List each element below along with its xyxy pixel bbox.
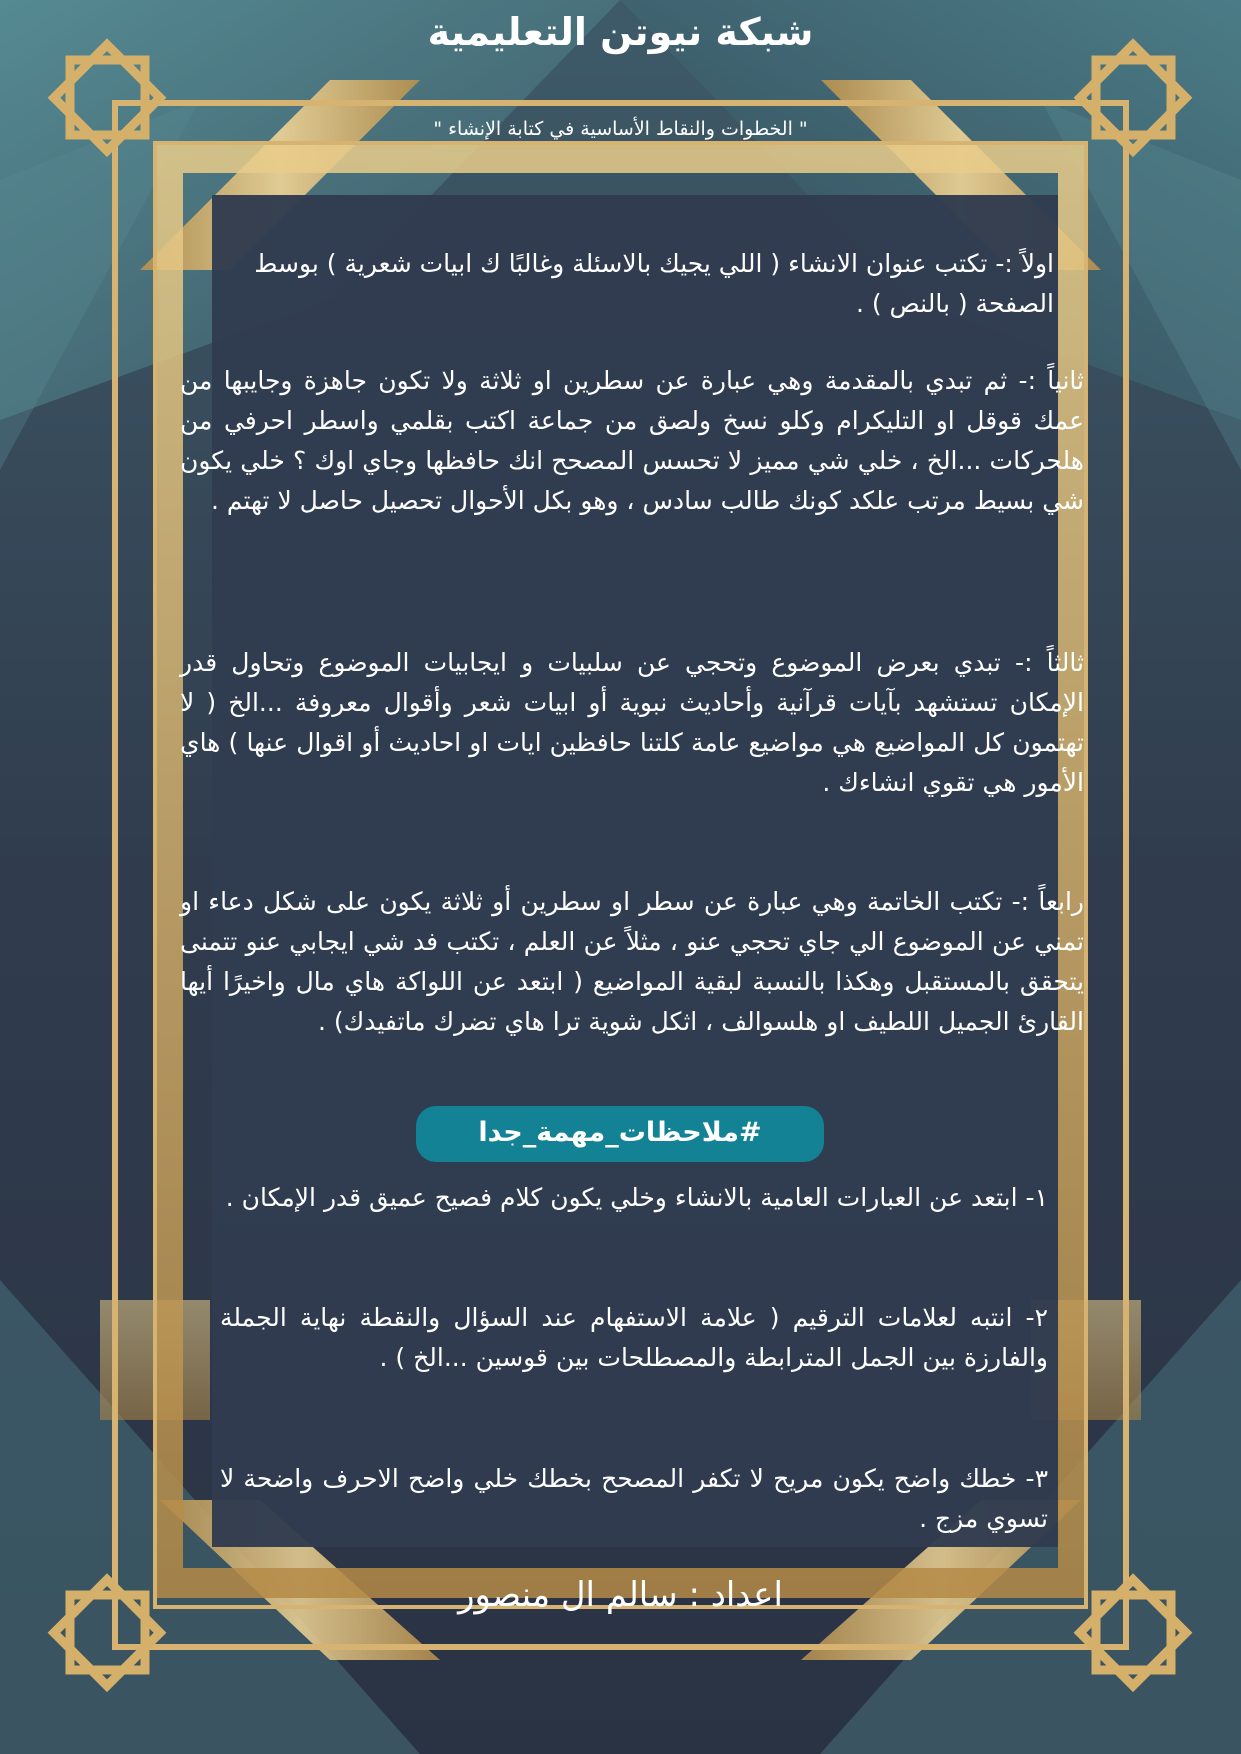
note-item-1: ١- ابتعد عن العبارات العامية بالانشاء وخلي يكون كلام فصيح عميق قدر الإمكان . bbox=[225, 1183, 1048, 1212]
note-item-3: ٣- خطك واضح يكون مريح لا تكفر المصحح بخطك خلي واضح الاحرف واضحة لا تسوي مزج . bbox=[220, 1464, 1048, 1533]
section-first: اولاً :- تكتب عنوان الانشاء ( اللي يجيك بالاسئلة وغالبًا ك ابيات شعرية ) بوسط الصفحة ( بالنص ) . bbox=[254, 249, 1054, 318]
section-third: ثالثاً :- تبدي بعرض الموضوع وتحجي عن سلبيات و ايجابيات الموضوع وتحاول قدر الإمكان تستشهد بآيات قرآنية وأحاديث نبوية أو ابيات شعر وأقوال معروفة ...الخ ( لا تهتمون كل المواضيع هي مواضيع عامة كلتنا حافظين ايات او احاديث أو اقوال عنها ) هاي الأمور هي تقوي انشاءك . bbox=[180, 648, 1084, 797]
section-fourth: رابعاً :- تكتب الخاتمة وهي عبارة عن سطر او سطرين أو ثلاثة يكون على شكل دعاء او تمني عن الموضوع الي جاي تحجي عنو ، مثلاً عن العلم ، تكتب فد شي ايجابي عنو تتمنى يتحقق بالمستقبل وهكذا بالنسبة لبقية المواضيع ( ابتعد عن اللواكة هاي مال واخيرًا أيها القارئ الجميل اللطيف او هلسوالف ، اثكل شوية ترا هاي تضرك ماتفيدك) . bbox=[180, 887, 1084, 1036]
page-subtitle: " الخطوات والنقاط الأساسية في كتابة الإنشاء " bbox=[433, 118, 808, 140]
page-title: شبكة نيوتن التعليمية bbox=[427, 10, 814, 54]
important-notes-badge: #ملاحظات_مهمة_جدا bbox=[416, 1106, 824, 1162]
note-item-2: ٢- انتبه لعلامات الترقيم ( علامة الاستفهام عند السؤال والنقطة نهاية الجملة والفارزة بين الجمل المترابطة والمصطلحات بين قوسين ...الخ ) . bbox=[220, 1303, 1048, 1372]
section-second: ثانياً :- ثم تبدي بالمقدمة وهي عبارة عن سطرين او ثلاثة ولا تكون جاهزة وجايبها من عمك قوقل او التليكرام وكلو نسخ ولصق من جماعة اكتب بقلمي واسطر احرفي من هلحركات ...الخ ، خلي شي مميز لا تحسس المصحح انك حافظها وجاي اوك ؟ خلي يكون شي بسيط مرتب علكد كونك طالب سادس ، وهو بكل الأحوال تحصيل حاصل لا تهتم . bbox=[180, 366, 1084, 515]
author-credit: اعداد : سالم ال منصور bbox=[458, 1575, 783, 1615]
